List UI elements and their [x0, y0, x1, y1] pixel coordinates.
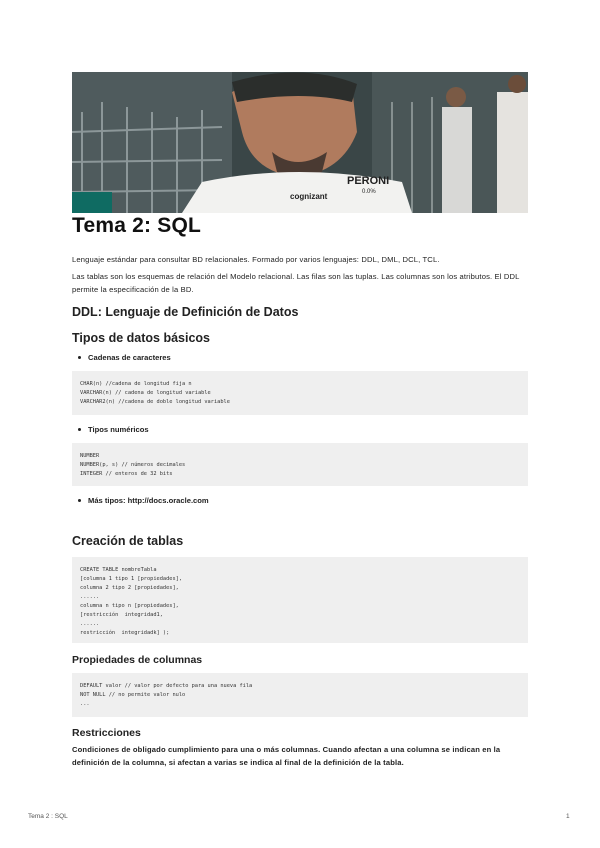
code-block-cadenas: CHAR(n) //cadena de longitud fija n VARCHAR(n) // cadena de longitud variable VARCHAR2(n) //cadena de doble longitud variable: [72, 371, 528, 415]
heading-propiedades: Propiedades de columnas: [72, 654, 203, 666]
sponsor-sub-text: 0.0%: [362, 189, 376, 195]
heading-restricciones: Restricciones: [72, 727, 141, 739]
bullet-cadenas: [80, 353, 171, 362]
bullet-mas-tipos-link[interactable]: Más tipos: http://docs.oracle.com: [88, 496, 209, 505]
page-number: 1: [566, 813, 570, 820]
code-block-creacion: CREATE TABLE nombreTabla [columna 1 tipo 1 [propiedades], columna 2 tipo 2 [propiedades], ...... columna n tipo n [propiedades], [restricción integridad1, ...... restricción integridadk] );: [72, 557, 528, 643]
intro-paragraph-1: Lenguaje estándar para consultar BD relacionales. Formado por varios lenguajes: DDL, DML, DCL, TCL.: [72, 255, 440, 264]
heading-creacion: Creación de tablas: [72, 534, 184, 548]
bullet-numericos-label: Tipos numéricos: [88, 425, 149, 434]
intro-paragraph-2: Las tablas son los esquemas de relación del Modelo relacional. Las filas son las tuplas. Las columnas son los atributos. El DDL permite la especificación de la BD.: [72, 272, 520, 294]
restricciones-paragraph: Condiciones de obligado cumplimiento para una o más columnas. Cuando afectan a una columna se indican en la definición de la columna, si afectan a varias se indica al final de la definición de la tabla.: [72, 745, 501, 767]
page-title: Tema 2: SQL: [72, 214, 202, 237]
hero-photo: [72, 72, 528, 213]
code-block-numericos: NUMBER NUMBER(p, s) // números decimales INTEGER // enteros de 32 bits: [72, 443, 528, 486]
footer-title: Tema 2 : SQL: [28, 813, 68, 820]
bullet-mas-tipos: [80, 496, 209, 505]
shirt-text: cognizant: [290, 192, 328, 201]
heading-ddl: DDL: Lenguaje de Definición de Datos: [72, 305, 299, 319]
code-block-propiedades: DEFAULT valor // valor por defecto para una nueva fila NOT NULL // no permite valor nulo ...: [72, 673, 528, 717]
heading-tipos: Tipos de datos básicos: [72, 331, 211, 345]
bullet-numericos: [80, 425, 149, 434]
photo-icon: [72, 72, 528, 213]
sponsor-text: PERONI: [347, 175, 390, 187]
bullet-cadenas-label: Cadenas de caracteres: [88, 353, 171, 362]
